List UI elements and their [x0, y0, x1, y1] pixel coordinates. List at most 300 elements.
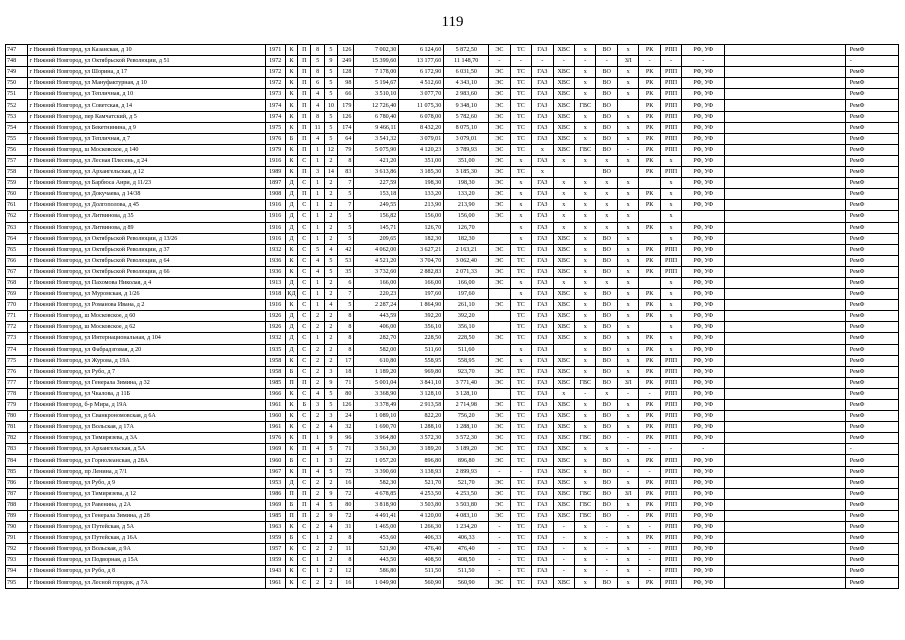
gas-cell: ГАЗ — [532, 45, 553, 56]
sewage-cell: ВО — [596, 377, 617, 388]
address-cell: г Нижний Новгород, ул Вольская, д 17А — [28, 422, 265, 433]
sewage-cell: ВО — [596, 411, 617, 422]
roof-cell — [639, 211, 660, 222]
table-row — [6, 100, 899, 111]
roof-cell: РК — [639, 100, 660, 111]
cold-water-cell: ХВС — [553, 233, 574, 244]
heating-cell: х — [510, 211, 531, 222]
address-cell: г Нижний Новгород, ул Генерала Зимина, д 32 — [28, 377, 265, 388]
electricity-cell: ЭС — [489, 89, 510, 100]
table-row — [6, 266, 899, 277]
table-row — [6, 433, 899, 444]
sewage-cell: ВО — [596, 67, 617, 78]
electricity-cell: ЭС — [489, 78, 510, 89]
electricity-cell: ЭС — [489, 411, 510, 422]
floors-cell: 2 — [324, 555, 337, 566]
living-area-cell: 198,30 — [399, 178, 444, 189]
sewage-cell: ВО — [596, 311, 617, 322]
blank-cell — [725, 67, 846, 78]
entrances-cell: 1 — [311, 455, 324, 466]
wall-material-cell: С — [298, 277, 311, 288]
garbage-chute-cell: х — [617, 45, 638, 56]
cold-water-cell: ХВС — [553, 466, 574, 477]
roof-cell — [639, 277, 660, 288]
lift-cell: х — [660, 277, 681, 288]
table-row — [6, 89, 899, 100]
garbage-chute-cell: - — [617, 510, 638, 521]
repair-fund-cell: РемФ — [845, 78, 898, 89]
sewage-cell: ВО — [596, 499, 617, 510]
row-number-cell: 794 — [6, 566, 28, 577]
total-area-cell: 3 964,80 — [354, 433, 399, 444]
private-area-cell: 156,00 — [444, 211, 489, 222]
row-number-cell: 786 — [6, 477, 28, 488]
sewage-cell: ВО — [596, 122, 617, 133]
gas-cell: ГАЗ — [532, 444, 553, 455]
cold-water-cell: ХВС — [553, 477, 574, 488]
year-built-cell: 1979 — [265, 144, 285, 155]
repair-fund-cell: РемФ — [845, 244, 898, 255]
gas-cell: ГАЗ — [532, 178, 553, 189]
private-area-cell: 182,30 — [444, 233, 489, 244]
year-built-cell: 1974 — [265, 111, 285, 122]
blank-cell — [725, 522, 846, 533]
blank-cell — [725, 189, 846, 200]
table-row — [6, 522, 899, 533]
gas-cell: ГАЗ — [532, 355, 553, 366]
heating-cell: ТС — [510, 555, 531, 566]
fund-cell: РФ, УФ — [682, 377, 725, 388]
electricity-cell: ЭС — [489, 244, 510, 255]
entrances-cell: 6 — [311, 78, 324, 89]
hot-water-cell: - — [575, 388, 596, 399]
lift-cell: РПП — [660, 422, 681, 433]
total-area-cell: 1 089,10 — [354, 411, 399, 422]
cold-water-cell: ХВС — [553, 455, 574, 466]
roof-cell: РК — [639, 289, 660, 300]
building-type-cell: П — [285, 510, 297, 521]
table-row — [6, 222, 899, 233]
apartments-cell: 72 — [338, 488, 354, 499]
private-area-cell: 4 343,10 — [444, 78, 489, 89]
row-number-cell: 764 — [6, 233, 28, 244]
entrances-cell: 3 — [311, 400, 324, 411]
sewage-cell: ВО — [596, 422, 617, 433]
cold-water-cell: ХВС — [553, 499, 574, 510]
building-type-cell: К — [285, 111, 297, 122]
floors-cell: 2 — [324, 277, 337, 288]
year-built-cell: 1926 — [265, 311, 285, 322]
hot-water-cell: х — [575, 189, 596, 200]
private-area-cell: 261,10 — [444, 300, 489, 311]
address-cell: г Нижний Новгород, ул Октябрьской Революции, д 66 — [28, 266, 265, 277]
garbage-chute-cell: х — [617, 411, 638, 422]
garbage-chute-cell: х — [617, 189, 638, 200]
heating-cell: х — [510, 355, 531, 366]
private-area-cell: 133,20 — [444, 189, 489, 200]
entrances-cell: 1 — [311, 211, 324, 222]
repair-fund-cell: РемФ — [845, 144, 898, 155]
cold-water-cell — [553, 344, 574, 355]
floors-cell: 5 — [324, 67, 337, 78]
fund-cell: РФ, УФ — [682, 67, 725, 78]
garbage-chute-cell: х — [617, 555, 638, 566]
lift-cell: РПП — [660, 255, 681, 266]
repair-fund-cell: РемФ — [845, 100, 898, 111]
fund-cell: РФ, УФ — [682, 400, 725, 411]
garbage-chute-cell: х — [617, 400, 638, 411]
apartments-cell: 5 — [338, 300, 354, 311]
table-row — [6, 533, 899, 544]
fund-cell: РФ, УФ — [682, 533, 725, 544]
lift-cell: РПП — [660, 89, 681, 100]
hot-water-cell: х — [575, 122, 596, 133]
living-area-cell: 3 128,10 — [399, 388, 444, 399]
lift-cell: РПП — [660, 566, 681, 577]
roof-cell: РК — [639, 200, 660, 211]
fund-cell: РФ, УФ — [682, 111, 725, 122]
apartments-cell: 72 — [338, 510, 354, 521]
address-cell: г Нижний Новгород, ул Рубо, д 8 — [28, 566, 265, 577]
garbage-chute-cell: х — [617, 255, 638, 266]
address-cell: г Нижний Новгород, ул Архангельская, д 5А — [28, 444, 265, 455]
living-area-cell: 8 432,20 — [399, 122, 444, 133]
lift-cell: х — [660, 344, 681, 355]
electricity-cell: - — [489, 533, 510, 544]
private-area-cell: 923,70 — [444, 366, 489, 377]
table-row — [6, 244, 899, 255]
private-area-cell: 3 189,20 — [444, 444, 489, 455]
table-row — [6, 45, 899, 56]
lift-cell: РПП — [660, 488, 681, 499]
hot-water-cell: х — [575, 133, 596, 144]
fund-cell: РФ, УФ — [682, 433, 725, 444]
fund-cell: РФ, УФ — [682, 333, 725, 344]
row-number-cell: 757 — [6, 155, 28, 166]
entrances-cell: 2 — [311, 322, 324, 333]
building-type-cell: К — [285, 122, 297, 133]
hot-water-cell: х — [575, 366, 596, 377]
lift-cell: РПП — [660, 577, 681, 588]
cold-water-cell: х — [553, 277, 574, 288]
living-area-cell: 228,50 — [399, 333, 444, 344]
year-built-cell: 1959 — [265, 555, 285, 566]
living-area-cell: 6 124,60 — [399, 45, 444, 56]
apartments-cell: 42 — [338, 244, 354, 255]
entrances-cell: 2 — [311, 544, 324, 555]
cold-water-cell: ХВС — [553, 411, 574, 422]
entrances-cell: 1 — [311, 144, 324, 155]
sewage-cell: х — [596, 211, 617, 222]
living-area-cell: 1 266,30 — [399, 522, 444, 533]
living-area-cell: 3 503,80 — [399, 499, 444, 510]
heating-cell: ТС — [510, 577, 531, 588]
blank-cell — [725, 300, 846, 311]
wall-material-cell: П — [298, 488, 311, 499]
living-area-cell: 156,00 — [399, 211, 444, 222]
blank-cell — [725, 100, 846, 111]
sewage-cell: ВО — [596, 45, 617, 56]
gas-cell: ГАЗ — [532, 100, 553, 111]
garbage-chute-cell: х — [617, 366, 638, 377]
table-row — [6, 78, 899, 89]
year-built-cell: 1961 — [265, 577, 285, 588]
total-area-cell: 443,50 — [354, 555, 399, 566]
floors-cell: 14 — [324, 167, 337, 178]
year-built-cell: 1916 — [265, 233, 285, 244]
floors-cell: 12 — [324, 144, 337, 155]
hot-water-cell: х — [575, 466, 596, 477]
lift-cell: х — [660, 289, 681, 300]
address-cell: г Нижний Новгород, ул Подворная, д 15А — [28, 555, 265, 566]
gas-cell: х — [532, 167, 553, 178]
living-area-cell: 560,90 — [399, 577, 444, 588]
living-area-cell: 3 841,10 — [399, 377, 444, 388]
floors-cell: 2 — [324, 577, 337, 588]
electricity-cell: ЭС — [489, 211, 510, 222]
repair-fund-cell: РемФ — [845, 499, 898, 510]
lift-cell: РПП — [660, 266, 681, 277]
address-cell: г Нижний Новгород, ул Вольская, д 9А — [28, 544, 265, 555]
address-cell: г Нижний Новгород, ш Московское, д 60 — [28, 311, 265, 322]
private-area-cell: 3 079,01 — [444, 133, 489, 144]
floors-cell: 3 — [324, 455, 337, 466]
electricity-cell: ЭС — [489, 400, 510, 411]
lift-cell: х — [660, 322, 681, 333]
fund-cell: РФ, УФ — [682, 144, 725, 155]
lift-cell: х — [660, 233, 681, 244]
apartments-cell: 71 — [338, 444, 354, 455]
fund-cell: РФ, УФ — [682, 244, 725, 255]
repair-fund-cell: РемФ — [845, 544, 898, 555]
lift-cell: РПП — [660, 499, 681, 510]
heating-cell: - — [510, 56, 531, 67]
row-number-cell: 779 — [6, 400, 28, 411]
year-built-cell: 1973 — [265, 89, 285, 100]
wall-material-cell: С — [298, 533, 311, 544]
blank-cell — [725, 477, 846, 488]
lift-cell: РПП — [660, 522, 681, 533]
repair-fund-cell: РемФ — [845, 122, 898, 133]
blank-cell — [725, 311, 846, 322]
address-cell: г Нижний Новгород, пер Камчатский, д 5 — [28, 111, 265, 122]
gas-cell: ГАЗ — [532, 244, 553, 255]
table-row — [6, 67, 899, 78]
gas-cell: ГАЗ — [532, 277, 553, 288]
cold-water-cell: ХВС — [553, 422, 574, 433]
total-area-cell: 453,60 — [354, 533, 399, 544]
lift-cell: РПП — [660, 533, 681, 544]
blank-cell — [725, 178, 846, 189]
roof-cell: - — [639, 444, 660, 455]
electricity-cell: ЭС — [489, 45, 510, 56]
electricity-cell: ЭС — [489, 366, 510, 377]
wall-material-cell: С — [298, 411, 311, 422]
floors-cell: 5 — [324, 255, 337, 266]
building-type-cell: К — [285, 45, 297, 56]
row-number-cell: 756 — [6, 144, 28, 155]
repair-fund-cell: РемФ — [845, 133, 898, 144]
garbage-chute-cell: х — [617, 111, 638, 122]
wall-material-cell: С — [298, 366, 311, 377]
private-area-cell: 166,00 — [444, 277, 489, 288]
lift-cell: РПП — [660, 122, 681, 133]
address-cell: г Нижний Новгород, ул Литвинова, д 89 — [28, 222, 265, 233]
apartments-cell: 75 — [338, 466, 354, 477]
roof-cell: РК — [639, 411, 660, 422]
table-row — [6, 344, 899, 355]
fund-cell: РФ, УФ — [682, 222, 725, 233]
apartments-cell: 16 — [338, 477, 354, 488]
row-number-cell: 754 — [6, 122, 28, 133]
heating-cell: - — [510, 466, 531, 477]
wall-material-cell: С — [298, 544, 311, 555]
entrances-cell: 1 — [311, 222, 324, 233]
floors-cell: 5 — [324, 388, 337, 399]
address-cell: г Нижний Новгород, ул Советская, д 14 — [28, 100, 265, 111]
apartments-cell: 249 — [338, 56, 354, 67]
apartments-cell: 7 — [338, 289, 354, 300]
row-number-cell: 761 — [6, 200, 28, 211]
year-built-cell: 1918 — [265, 289, 285, 300]
cold-water-cell: х — [553, 155, 574, 166]
blank-cell — [725, 200, 846, 211]
wall-material-cell: П — [298, 56, 311, 67]
address-cell: г Нижний Новгород, ул Фабрадзговая, д 20 — [28, 344, 265, 355]
building-type-cell: К — [285, 444, 297, 455]
roof-cell: РК — [639, 167, 660, 178]
blank-cell — [725, 56, 846, 67]
repair-fund-cell: РемФ — [845, 311, 898, 322]
lift-cell: РПП — [660, 144, 681, 155]
blank-cell — [725, 244, 846, 255]
gas-cell: ГАЗ — [532, 455, 553, 466]
fund-cell: РФ, УФ — [682, 388, 725, 399]
hot-water-cell: х — [575, 455, 596, 466]
table-row — [6, 455, 899, 466]
electricity-cell: - — [489, 544, 510, 555]
fund-cell: РФ, УФ — [682, 488, 725, 499]
row-number-cell: 749 — [6, 67, 28, 78]
row-number-cell: 766 — [6, 255, 28, 266]
fund-cell: РФ, УФ — [682, 566, 725, 577]
hot-water-cell: х — [575, 522, 596, 533]
year-built-cell: 1961 — [265, 422, 285, 433]
fund-cell: РФ, УФ — [682, 255, 725, 266]
cold-water-cell: ХВС — [553, 133, 574, 144]
repair-fund-cell: РемФ — [845, 222, 898, 233]
table-row — [6, 411, 899, 422]
address-cell: г Нижний Новгород, ул Генерала Зимина, д 28 — [28, 510, 265, 521]
total-area-cell: 3 613,86 — [354, 167, 399, 178]
floors-cell: 5 — [324, 266, 337, 277]
cold-water-cell: - — [553, 533, 574, 544]
year-built-cell: 1958 — [265, 355, 285, 366]
private-area-cell: 4 083,10 — [444, 510, 489, 521]
total-area-cell: 1 465,00 — [354, 522, 399, 533]
row-number-cell: 776 — [6, 366, 28, 377]
total-area-cell: 521,90 — [354, 544, 399, 555]
heating-cell: ТС — [510, 544, 531, 555]
building-type-cell: КД — [285, 289, 297, 300]
garbage-chute-cell: - — [617, 144, 638, 155]
blank-cell — [725, 499, 846, 510]
blank-cell — [725, 133, 846, 144]
floors-cell: 4 — [324, 244, 337, 255]
building-type-cell: К — [285, 100, 297, 111]
gas-cell: ГАЗ — [532, 322, 553, 333]
apartments-cell: 32 — [338, 422, 354, 433]
apartments-cell: 126 — [338, 45, 354, 56]
floors-cell: 2 — [324, 189, 337, 200]
hot-water-cell: х — [575, 111, 596, 122]
building-type-cell: Д — [285, 333, 297, 344]
electricity-cell: ЭС — [489, 477, 510, 488]
total-area-cell: 249,55 — [354, 200, 399, 211]
entrances-cell: 8 — [311, 45, 324, 56]
lift-cell: РПП — [660, 133, 681, 144]
heating-cell: ТС — [510, 244, 531, 255]
sewage-cell: - — [596, 533, 617, 544]
heating-cell: ТС — [510, 78, 531, 89]
blank-cell — [725, 533, 846, 544]
entrances-cell: 2 — [311, 577, 324, 588]
heating-cell: ТС — [510, 488, 531, 499]
total-area-cell: 1 049,90 — [354, 577, 399, 588]
address-cell: г Нижний Новгород, ул Октябрьской Революции, д 51 — [28, 56, 265, 67]
repair-fund-cell: РемФ — [845, 366, 898, 377]
building-type-cell: К — [285, 422, 297, 433]
address-cell: г Нижний Новгород, ул Октябрьской Революции, д 13/26 — [28, 233, 265, 244]
entrances-cell: 2 — [311, 355, 324, 366]
electricity-cell: - — [489, 466, 510, 477]
roof-cell: РК — [639, 422, 660, 433]
wall-material-cell: П — [298, 111, 311, 122]
private-area-cell: 3 771,40 — [444, 377, 489, 388]
gas-cell: ГАЗ — [532, 477, 553, 488]
housing-register-table — [5, 44, 899, 589]
living-area-cell: 126,70 — [399, 222, 444, 233]
total-area-cell: 406,00 — [354, 322, 399, 333]
gas-cell: ГАЗ — [532, 388, 553, 399]
apartments-cell: 16 — [338, 577, 354, 588]
floors-cell: 4 — [324, 300, 337, 311]
heating-cell: ТС — [510, 167, 531, 178]
apartments-cell: 35 — [338, 266, 354, 277]
hot-water-cell: х — [575, 233, 596, 244]
living-area-cell: 3 138,93 — [399, 466, 444, 477]
electricity-cell — [489, 222, 510, 233]
garbage-chute-cell: х — [617, 233, 638, 244]
repair-fund-cell: РемФ — [845, 111, 898, 122]
total-area-cell: 220,23 — [354, 289, 399, 300]
private-area-cell: 558,95 — [444, 355, 489, 366]
hot-water-cell: х — [575, 544, 596, 555]
hot-water-cell: х — [575, 411, 596, 422]
roof-cell: - — [639, 466, 660, 477]
garbage-chute-cell: х — [617, 577, 638, 588]
lift-cell: РПП — [660, 411, 681, 422]
row-number-cell: 782 — [6, 433, 28, 444]
address-cell: г Нижний Новгород, ул Казанская, д 10 — [28, 45, 265, 56]
row-number-cell: 760 — [6, 189, 28, 200]
cold-water-cell: ХВС — [553, 45, 574, 56]
apartments-cell: 98 — [338, 78, 354, 89]
address-cell: г Нижний Новгород, ул Лесной городок, д 7А — [28, 577, 265, 588]
garbage-chute-cell: х — [617, 277, 638, 288]
cold-water-cell: ХВС — [553, 266, 574, 277]
building-type-cell: Б — [285, 499, 297, 510]
